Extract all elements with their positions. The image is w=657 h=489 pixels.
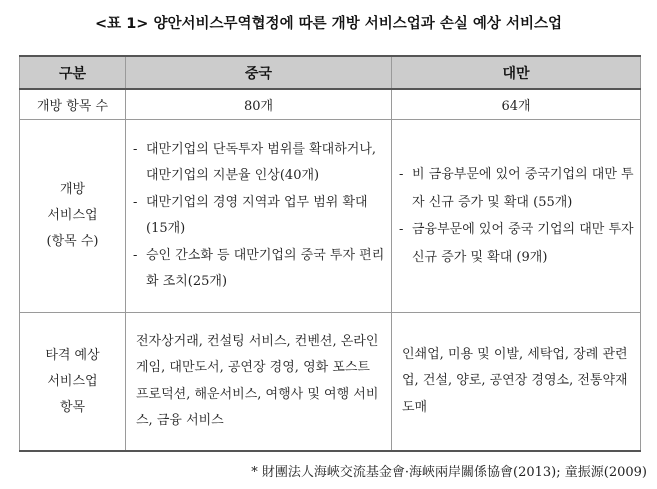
row-label-affected-services: [20, 313, 126, 452]
row-label-line: (항목 수): [46, 234, 99, 249]
row-label-line: 서비스업: [47, 208, 98, 223]
row-label-open-count: 개방 항목 수: [20, 89, 126, 120]
list-item: [133, 137, 385, 190]
list-item: [133, 190, 385, 243]
china-affected-text: 전자상거래, 컨설팅 서비스, 컨벤션, 온라인게임, 대만도서, 공연장 경영, 영화 포스트 프로덕션, 해운서비스, 여행사 및 여행 서비스, 금융 서비스: [136, 333, 379, 428]
dash-marker: -: [399, 167, 404, 182]
comparison-table: [19, 55, 641, 452]
taiwan-affected-text: 인쇄업, 미용 및 이발, 세탁업, 장례 관련업, 건설, 양로, 공연장 경영소, 전통약재 도매: [402, 346, 628, 415]
list-item: [133, 243, 385, 296]
china-affected-services: [126, 313, 392, 452]
dash-marker: -: [133, 247, 138, 263]
row-label-line: 서비스업: [47, 373, 98, 389]
list-item-text: 금융부문에 있어 중국 기업의 대만 투자 신규 증가 및 확대 (9개): [412, 222, 634, 265]
list-item: [399, 161, 634, 216]
row-label-line: 타격 예상: [45, 347, 100, 363]
header-taiwan: 대만: [392, 56, 641, 89]
row-label-open-services: [20, 120, 126, 313]
dash-marker: -: [399, 222, 404, 237]
dash-marker: -: [133, 194, 138, 210]
row-label-line: 개방: [59, 182, 86, 197]
taiwan-open-list: [392, 161, 640, 271]
list-item-text: 대만기업의 단독투자 범위를 확대하거나, 대만기업의 지분율 인상(40개): [146, 141, 377, 183]
header-category: 구분: [20, 56, 126, 89]
china-open-list: [126, 137, 391, 296]
list-item-text: 대만기업의 경영 지역과 업무 범위 확대(15개): [146, 194, 368, 236]
dash-marker: -: [133, 141, 138, 157]
china-open-count: 80개: [126, 89, 392, 120]
table-row-open-services: [20, 120, 641, 313]
china-open-services: [126, 120, 392, 313]
header-china: 중국: [126, 56, 392, 89]
table-row-affected-services: [20, 313, 641, 452]
list-item-text: 승인 간소화 등 대만기업의 중국 투자 편리화 조치(25개): [146, 247, 385, 289]
taiwan-open-count: 64개: [392, 89, 641, 120]
list-item-text: 비 금융부문에 있어 중국기업의 대만 투자 신규 증가 및 확대 (55개): [412, 167, 634, 210]
taiwan-affected-services: [392, 313, 641, 452]
row-label-line: 항목: [59, 399, 86, 415]
table-title: <표 1> 양안서비스무역협정에 따른 개방 서비스업과 손실 예상 서비스업: [95, 16, 562, 32]
table-row-open-count: [20, 89, 641, 120]
taiwan-open-services: [392, 120, 641, 313]
list-item: [399, 216, 634, 271]
source-note: * 財團法人海峽交流基金會·海峽兩岸關係協會(2013); 童振源(2009): [251, 465, 647, 480]
table-header-row: [20, 56, 641, 89]
